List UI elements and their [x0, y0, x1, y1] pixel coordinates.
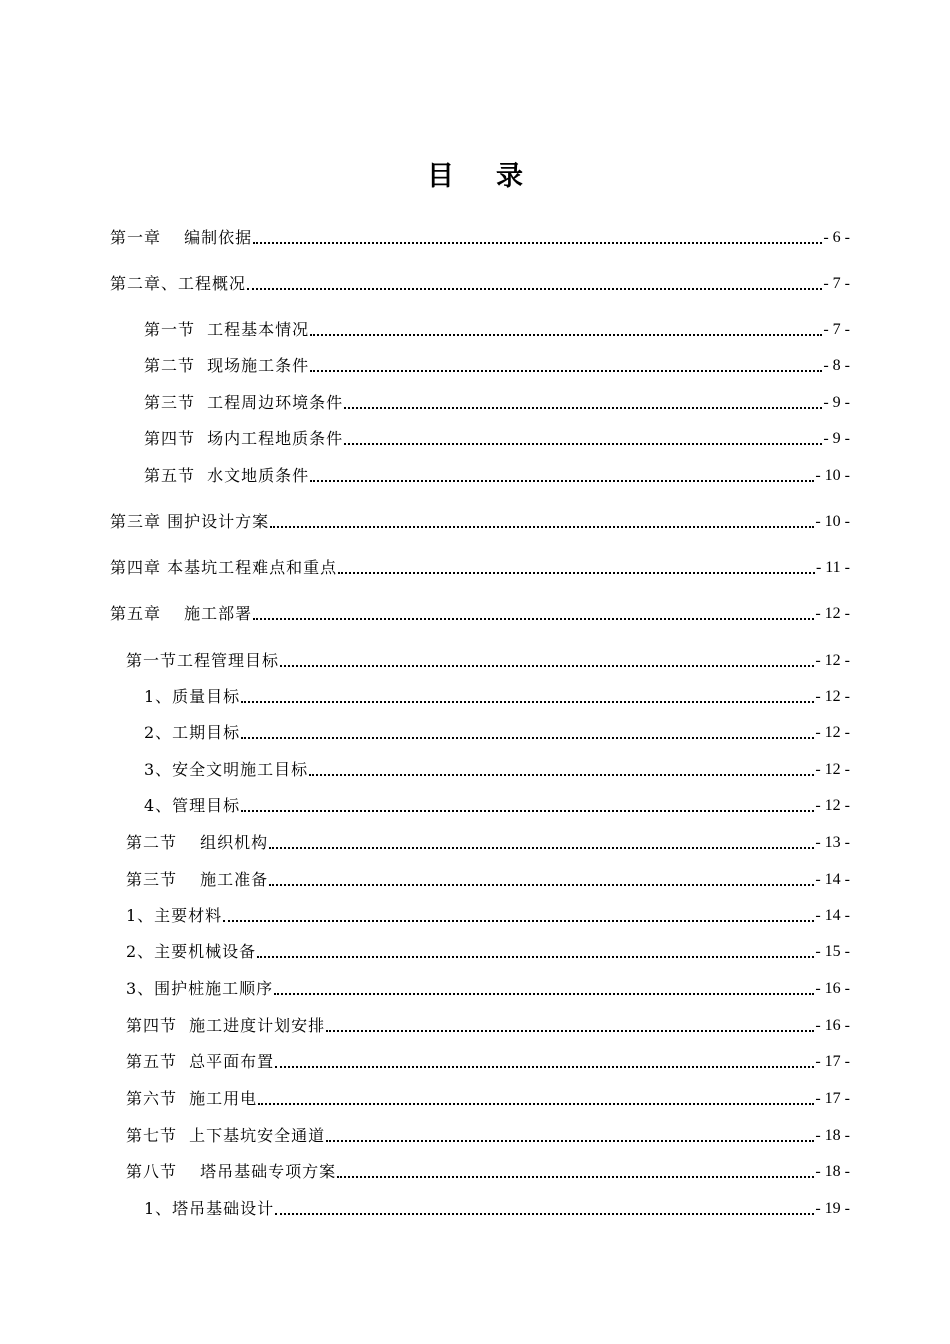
toc-leader-dots — [274, 993, 814, 995]
toc-entry-label: 1、质量目标 — [144, 687, 241, 706]
toc-leader-dots — [241, 737, 814, 739]
toc-entry[interactable] — [126, 1048, 850, 1072]
toc-entry[interactable] — [110, 554, 850, 578]
toc-entry-label: 第五节 总平面布置 — [126, 1052, 275, 1071]
toc-entry[interactable] — [144, 389, 850, 413]
toc-leader-dots — [258, 1103, 814, 1105]
toc-entry-page-number: - 10 - — [815, 513, 850, 530]
toc-entry-label: 第四章 本基坑工程难点和重点 — [110, 558, 338, 577]
toc-entry[interactable] — [110, 508, 850, 532]
toc-entry-label: 第一章 编制依据 — [110, 228, 253, 247]
toc-leader-dots — [344, 407, 822, 409]
toc-entry-page-number: - 7 - — [823, 275, 850, 292]
toc-leader-dots — [338, 572, 815, 574]
toc-entry-page-number: - 15 - — [815, 943, 850, 960]
toc-entry[interactable] — [126, 1158, 850, 1182]
toc-leader-dots — [337, 1176, 814, 1178]
toc-leader-dots — [344, 443, 822, 445]
toc-entry-label: 第三章 围护设计方案 — [110, 512, 270, 531]
toc-entry-page-number: - 14 - — [815, 907, 850, 924]
toc-entry[interactable] — [126, 647, 850, 671]
toc-entry-label: 第一节 工程基本情况 — [144, 320, 310, 339]
toc-entry-page-number: - 11 - — [815, 559, 850, 576]
toc-leader-dots — [310, 334, 822, 336]
toc-entry-label: 3、围护桩施工顺序 — [126, 979, 274, 998]
toc-entry-page-number: - 12 - — [815, 761, 850, 778]
toc-entry-page-number: - 12 - — [815, 652, 850, 669]
toc-entry-label: 1、塔吊基础设计 — [144, 1199, 275, 1218]
toc-leader-dots — [241, 810, 814, 812]
toc-entry[interactable] — [126, 902, 850, 926]
toc-entry[interactable] — [144, 683, 850, 707]
toc-entry[interactable] — [126, 938, 850, 962]
toc-entry-label: 1、主要材料 — [126, 906, 223, 925]
toc-entry-page-number: - 18 - — [815, 1127, 850, 1144]
toc-entry[interactable] — [144, 792, 850, 816]
toc-entry-page-number: - 17 - — [815, 1090, 850, 1107]
toc-entry-page-number: - 9 - — [823, 430, 850, 447]
toc-leader-dots — [326, 1030, 814, 1032]
toc-leader-dots — [310, 480, 814, 482]
toc-entry[interactable] — [110, 270, 850, 294]
toc-entry-label: 第五章 施工部署 — [110, 604, 253, 623]
toc-leader-dots — [280, 665, 814, 667]
toc-entry[interactable] — [126, 866, 850, 890]
toc-entry-label: 2、工期目标 — [144, 723, 241, 742]
toc-entry-label: 第六节 施工用电 — [126, 1089, 258, 1108]
toc-leader-dots — [223, 920, 814, 922]
toc-entry-label: 第四节 场内工程地质条件 — [144, 429, 344, 448]
toc-entry-page-number: - 12 - — [815, 797, 850, 814]
toc-title: 目录 — [427, 161, 565, 192]
toc-entry-label: 第四节 施工进度计划安排 — [126, 1016, 326, 1035]
toc-entry-page-number: - 13 - — [815, 834, 850, 851]
toc-entry-page-number: - 14 - — [815, 871, 850, 888]
toc-entry[interactable] — [126, 975, 850, 999]
toc-entry[interactable] — [126, 1012, 850, 1036]
toc-leader-dots — [309, 774, 814, 776]
toc-leader-dots — [270, 526, 814, 528]
toc-entry-page-number: - 6 - — [823, 229, 850, 246]
toc-entry-label: 第二节 现场施工条件 — [144, 356, 310, 375]
toc-entry-page-number: - 12 - — [815, 724, 850, 741]
toc-entry-label: 3、安全文明施工目标 — [144, 760, 309, 779]
toc-entry-page-number: - 16 - — [815, 1017, 850, 1034]
toc-entry-page-number: - 16 - — [815, 980, 850, 997]
toc-entry-label: 第一节工程管理目标 — [126, 651, 280, 670]
toc-leader-dots — [275, 1213, 814, 1215]
toc-entry-page-number: - 8 - — [823, 357, 850, 374]
toc-entry[interactable] — [144, 316, 850, 340]
toc-leader-dots — [253, 242, 822, 244]
toc-leader-dots — [269, 884, 814, 886]
toc-entry[interactable] — [144, 719, 850, 743]
toc-entry-page-number: - 18 - — [815, 1163, 850, 1180]
toc-entry-page-number: - 12 - — [815, 688, 850, 705]
toc-entry[interactable] — [144, 1195, 850, 1219]
toc-leader-dots — [326, 1140, 814, 1142]
toc-leader-dots — [310, 370, 822, 372]
toc-entry[interactable] — [110, 224, 850, 248]
toc-entry-page-number: - 9 - — [823, 394, 850, 411]
toc-entry-label: 第八节 塔吊基础专项方案 — [126, 1162, 337, 1181]
toc-leader-dots — [257, 956, 814, 958]
toc-entry-label: 第二节 组织机构 — [126, 833, 269, 852]
toc-entry-label: 第三节 工程周边环境条件 — [144, 393, 344, 412]
toc-entry-page-number: - 10 - — [815, 467, 850, 484]
toc-entry-label: 2、主要机械设备 — [126, 942, 257, 961]
toc-entry[interactable] — [110, 600, 850, 624]
toc-entry[interactable] — [144, 462, 850, 486]
toc-entry[interactable] — [126, 829, 850, 853]
toc-entry-page-number: - 7 - — [823, 321, 850, 338]
toc-entry-label: 4、管理目标 — [144, 796, 241, 815]
toc-entry[interactable] — [144, 425, 850, 449]
toc-leader-dots — [269, 847, 814, 849]
toc-entry[interactable] — [144, 756, 850, 780]
toc-entry-label: 第五节 水文地质条件 — [144, 466, 310, 485]
toc-leader-dots — [241, 701, 814, 703]
toc-entry-label: 第七节 上下基坑安全通道 — [126, 1126, 326, 1145]
toc-entry-page-number: - 17 - — [815, 1053, 850, 1070]
toc-entry-label: 第二章、工程概况 — [110, 274, 247, 293]
toc-leader-dots — [253, 618, 814, 620]
toc-entry-label: 第三节 施工准备 — [126, 870, 269, 889]
toc-leader-dots — [247, 288, 822, 290]
toc-leader-dots — [275, 1066, 814, 1068]
toc-entry-page-number: - 19 - — [815, 1200, 850, 1217]
toc-entry[interactable] — [144, 352, 850, 376]
toc-entry-page-number: - 12 - — [815, 605, 850, 622]
toc-entry[interactable] — [126, 1085, 850, 1109]
toc-entry[interactable] — [126, 1122, 850, 1146]
